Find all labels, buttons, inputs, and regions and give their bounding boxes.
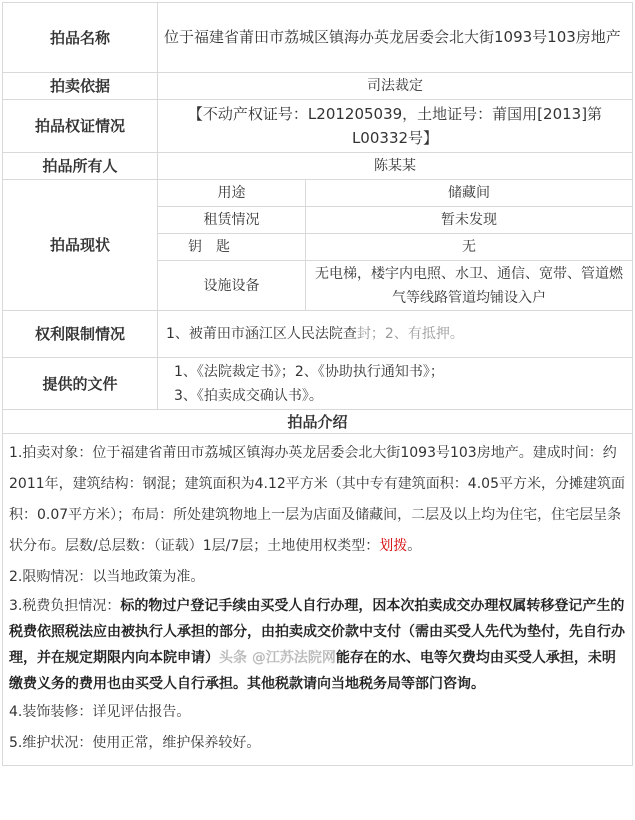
intro-p3-prefix: 3.税费负担情况：	[9, 598, 121, 614]
status-key-facilities: 设施设备	[158, 261, 306, 311]
intro-p1-end: 。	[407, 538, 422, 554]
watermark-text: 头条 @江苏法院网	[219, 650, 336, 666]
limit-text-b: 封；2、有抵押。	[356, 326, 464, 342]
row-intro-body	[3, 434, 633, 766]
status-key-use: 用途	[158, 180, 306, 207]
status-val-lease: 暂未发现	[306, 207, 633, 234]
docs-line-2: 3、《拍卖成交确认书》。	[174, 387, 323, 404]
label-docs: 提供的文件	[3, 358, 158, 410]
intro-body	[3, 434, 633, 766]
row-cert	[3, 100, 633, 153]
row-basis	[3, 73, 633, 100]
limit-text-a: 1、被莆田市涵江区人民法院查	[166, 326, 357, 342]
row-status-use	[3, 180, 633, 207]
value-docs	[158, 358, 633, 410]
status-val-facilities: 无电梯，楼宇内电照、水卫、通信、宽带、管道燃气等线路管道均铺设入户	[306, 261, 633, 311]
intro-p4: 4.装饰装修：详见评估报告。	[9, 704, 191, 720]
label-limit: 权利限制情况	[3, 311, 158, 358]
status-val-use: 储藏间	[306, 180, 633, 207]
intro-p5: 5.维护状况：使用正常，维护保养较好。	[9, 735, 261, 751]
value-limit	[158, 311, 633, 358]
label-cert: 拍品权证情况	[3, 100, 158, 153]
auction-info-table	[2, 2, 633, 766]
intro-p2: 2.限购情况：以当地政策为准。	[9, 569, 205, 585]
intro-p1-text: 1.拍卖对象：位于福建省莆田市荔城区镇海办英龙居委会北大街1093号103房地产。建成时间：约2011年，建筑结构：钢混；建筑面积为4.12平方米（其中专有建筑面积：4.05平方米，分摊建筑面积：0.07平方米）；布局：所处建筑物地上一层为店面及储藏间，二层及以上均为住宅，住宅层呈条状分布。层数/总层数：（证载）1层/7层；土地使用权类型：	[9, 445, 625, 554]
value-owner: 陈某某	[158, 153, 633, 180]
status-key-keys: 钥 匙	[158, 234, 306, 261]
intro-p3	[9, 593, 626, 697]
value-item-name: 位于福建省莆田市荔城区镇海办英龙居委会北大街1093号103房地产	[158, 3, 633, 73]
intro-p3-bold-a: 标的物过户登记手续由买受人自行办理，因本次拍卖成交办理权属转移登记产生的税费依照税法应由被执行人承担的部分，由拍卖成交价款中支付（需由买受人先代为垫付，先自行办理，并在规定期限内向本院申请）	[9, 598, 625, 666]
row-docs	[3, 358, 633, 410]
row-owner	[3, 153, 633, 180]
label-basis: 拍卖依据	[3, 73, 158, 100]
row-limit	[3, 311, 633, 358]
label-owner: 拍品所有人	[3, 153, 158, 180]
auction-document	[2, 2, 632, 817]
intro-p1	[9, 438, 626, 562]
status-val-keys: 无	[306, 234, 633, 261]
intro-p3-bold-b: 能存在的水、电等欠费均由买受人承担，未明缴费义务的费用也由买受人自行承担。其他税款请向当地税务局等部门咨询。	[9, 650, 616, 692]
intro-title: 拍品介绍	[3, 410, 633, 434]
value-cert: 【不动产权证号：L201205039，土地证号：莆国用[2013]第L00332号】	[158, 100, 633, 153]
land-use-type: 划拨	[379, 538, 408, 554]
row-item-name	[3, 3, 633, 73]
row-intro-title	[3, 410, 633, 434]
docs-line-1: 1、《法院裁定书》；2、《协助执行通知书》；	[174, 363, 444, 380]
value-basis: 司法裁定	[158, 73, 633, 100]
status-key-lease: 租赁情况	[158, 207, 306, 234]
label-item-name: 拍品名称	[3, 3, 158, 73]
label-status: 拍品现状	[3, 180, 158, 311]
